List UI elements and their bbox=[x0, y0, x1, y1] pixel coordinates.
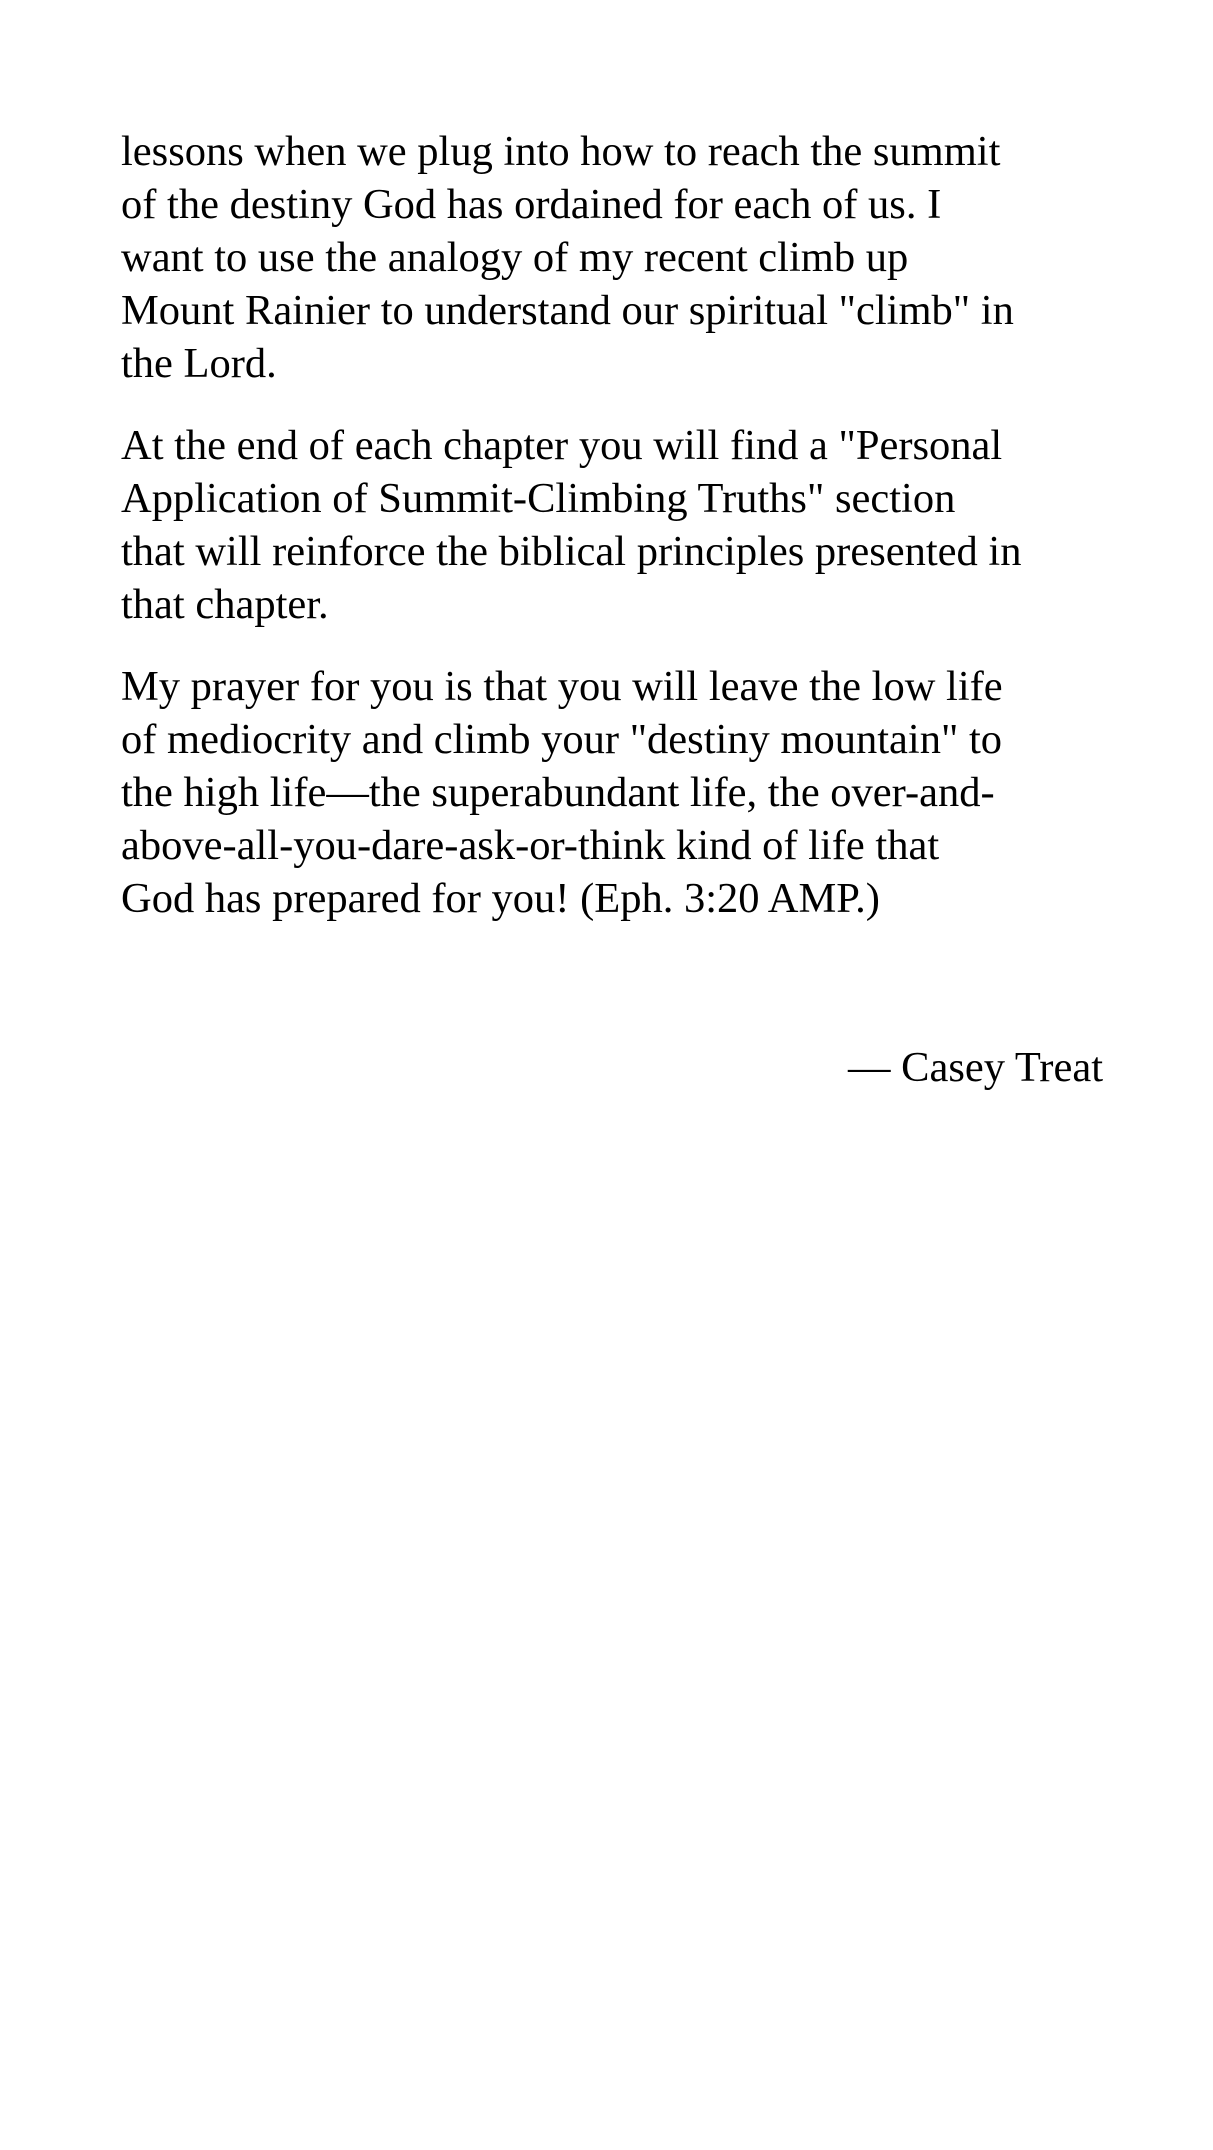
text-line: that chapter. bbox=[121, 581, 329, 628]
text-line: lessons when we plug into how to reach the summit bbox=[121, 128, 1001, 175]
text-line: above-all-you-dare-ask-or-think kind of life that bbox=[121, 822, 940, 869]
text-line: of mediocrity and climb your "destiny mountain" to bbox=[121, 716, 1003, 763]
text-line: that will reinforce the biblical principles presented in bbox=[121, 528, 1022, 575]
text-line: At the end of each chapter you will find a "Personal bbox=[121, 422, 1003, 469]
text-line: God has prepared for you! (Eph. 3:20 AMP.) bbox=[121, 875, 880, 922]
text-line: of the destiny God has ordained for each of us. I bbox=[121, 181, 942, 228]
author-signature: — Casey Treat bbox=[848, 1044, 1103, 1091]
text-line: want to use the analogy of my recent climb up bbox=[121, 234, 909, 281]
paragraph-personal-application bbox=[121, 419, 1101, 631]
text-line: My prayer for you is that you will leave the low life bbox=[121, 663, 1003, 710]
text-line: Application of Summit-Climbing Truths" section bbox=[121, 475, 956, 522]
paragraph-summit-lessons bbox=[121, 125, 1101, 390]
text-line: the high life—the superabundant life, the over-and- bbox=[121, 769, 995, 816]
text-line: Mount Rainier to understand our spiritual "climb" in bbox=[121, 287, 1014, 334]
paragraph-prayer bbox=[121, 660, 1101, 925]
text-line: the Lord. bbox=[121, 340, 277, 387]
